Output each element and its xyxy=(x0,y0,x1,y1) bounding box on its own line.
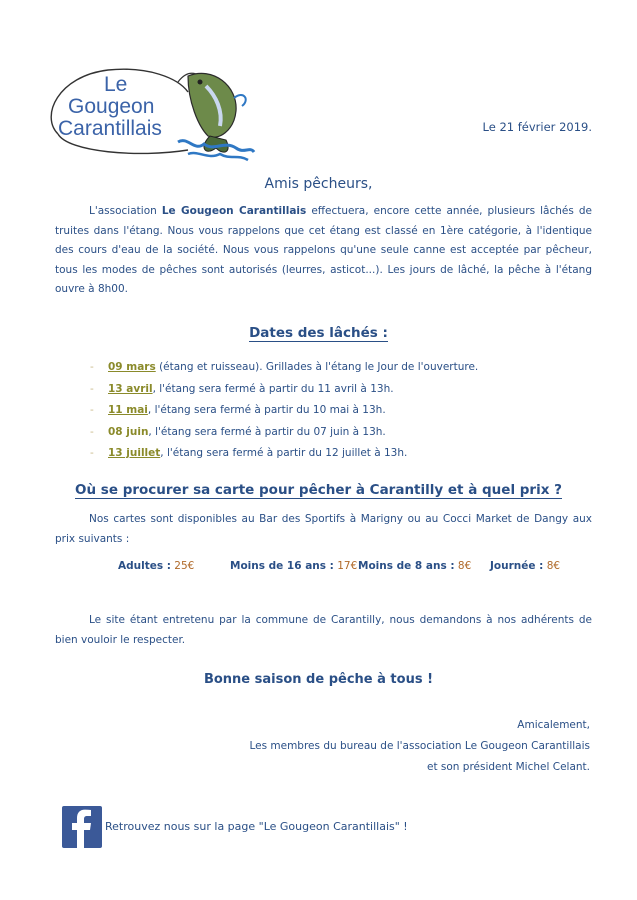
intro-after: effectuera, encore cette année, plusieurs lâchés de truites dans l'étang. Nous vous rappelons que cet étang est classé en 1ère catégorie, à l'identique des cours d'eau de la société. Nous vous rappelons qu'une seule canne est acceptée par pêcheur, tous les modes de pêches sont autorisés (leurres, asticot...). Les jours de lâché, la pêche à l'étang ouvre à 8h00. xyxy=(55,205,592,295)
logo-text-le: Le xyxy=(104,73,128,96)
price-adults xyxy=(118,560,194,572)
closing-line: Bonne saison de pêche à tous ! xyxy=(203,672,434,687)
bullet-dash: - xyxy=(90,382,94,395)
price-value: 8€ xyxy=(454,560,472,572)
release-dates-list xyxy=(90,357,610,465)
bullet-dash: - xyxy=(90,425,94,438)
list-item xyxy=(90,400,610,422)
club-logo xyxy=(38,56,258,166)
where-text: Nos cartes sont disponibles au Bar des Sportifs à Marigny ou au Cocci Market de Dangy aux prix suivants : xyxy=(55,513,592,545)
facebook-f-glyph xyxy=(62,806,102,848)
list-item xyxy=(90,357,610,379)
date-detail: , l'étang sera fermé à partir du 12 juillet à 13h. xyxy=(160,447,408,459)
date-detail: , l'étang sera fermé à partir du 10 mai à 13h. xyxy=(147,404,386,416)
logo-text-carantillais: Carantillais xyxy=(58,117,162,140)
list-item xyxy=(90,443,610,465)
price-value: 25€ xyxy=(170,560,195,572)
signature-line-3: et son président Michel Celant. xyxy=(426,761,590,773)
signature-line-1: Amicalement, xyxy=(517,719,590,731)
date-key: 11 mai xyxy=(108,404,148,416)
where-heading xyxy=(0,482,637,498)
letter-date: Le 21 février 2019. xyxy=(482,120,592,134)
association-name: Le Gougeon Carantillais xyxy=(161,205,307,217)
signature-line-2: Les membres du bureau de l'association Le Gougeon Carantillais xyxy=(249,740,590,752)
logo-text-gougeon: Gougeon xyxy=(68,95,155,118)
price-label: Moins de 8 ans : xyxy=(358,560,455,572)
list-item xyxy=(90,422,610,444)
price-under-8 xyxy=(358,560,471,572)
price-label: Moins de 16 ans : xyxy=(230,560,334,572)
where-heading-text: Où se procurer sa carte pour pêcher à Carantilly et à quel prix ? xyxy=(75,482,562,498)
date-detail: , l'étang sera fermé à partir du 07 juin à 13h. xyxy=(148,425,386,438)
price-label: Adultes : xyxy=(118,560,171,572)
facebook-icon[interactable] xyxy=(62,806,102,848)
where-paragraph xyxy=(55,510,592,549)
site-text: Le site étant entretenu par la commune de Carantilly, nous demandons à nos adhérents de bien vouloir le respecter. xyxy=(55,614,592,646)
price-day xyxy=(490,560,560,572)
date-key: 09 mars xyxy=(108,361,156,373)
site-paragraph xyxy=(55,611,592,650)
intro-paragraph xyxy=(55,202,592,300)
price-under-16 xyxy=(230,560,357,572)
bullet-dash: - xyxy=(90,361,94,373)
facebook-page-text: Retrouvez nous sur la page "Le Gougeon Carantillais" ! xyxy=(105,820,408,833)
list-item xyxy=(90,379,610,401)
signature-block xyxy=(170,715,590,778)
date-key: 13 juillet xyxy=(108,447,161,459)
bullet-dash: - xyxy=(90,404,94,416)
dates-heading xyxy=(0,325,637,341)
dates-heading-text: Dates des lâchés : xyxy=(249,325,388,341)
intro-before: L'association xyxy=(89,205,162,217)
bullet-dash: - xyxy=(90,447,94,459)
price-value: 8€ xyxy=(543,560,561,572)
date-key: 13 avril xyxy=(108,382,153,395)
price-label: Journée : xyxy=(490,560,544,572)
date-key: 08 juin xyxy=(108,425,149,438)
price-value: 17€ xyxy=(333,560,358,572)
greeting: Amis pêcheurs, xyxy=(264,176,373,192)
date-detail: (étang et ruisseau). Grillades à l'étang le Jour de l'ouverture. xyxy=(155,361,479,373)
date-detail: , l'étang sera fermé à partir du 11 avril à 13h. xyxy=(152,382,394,395)
